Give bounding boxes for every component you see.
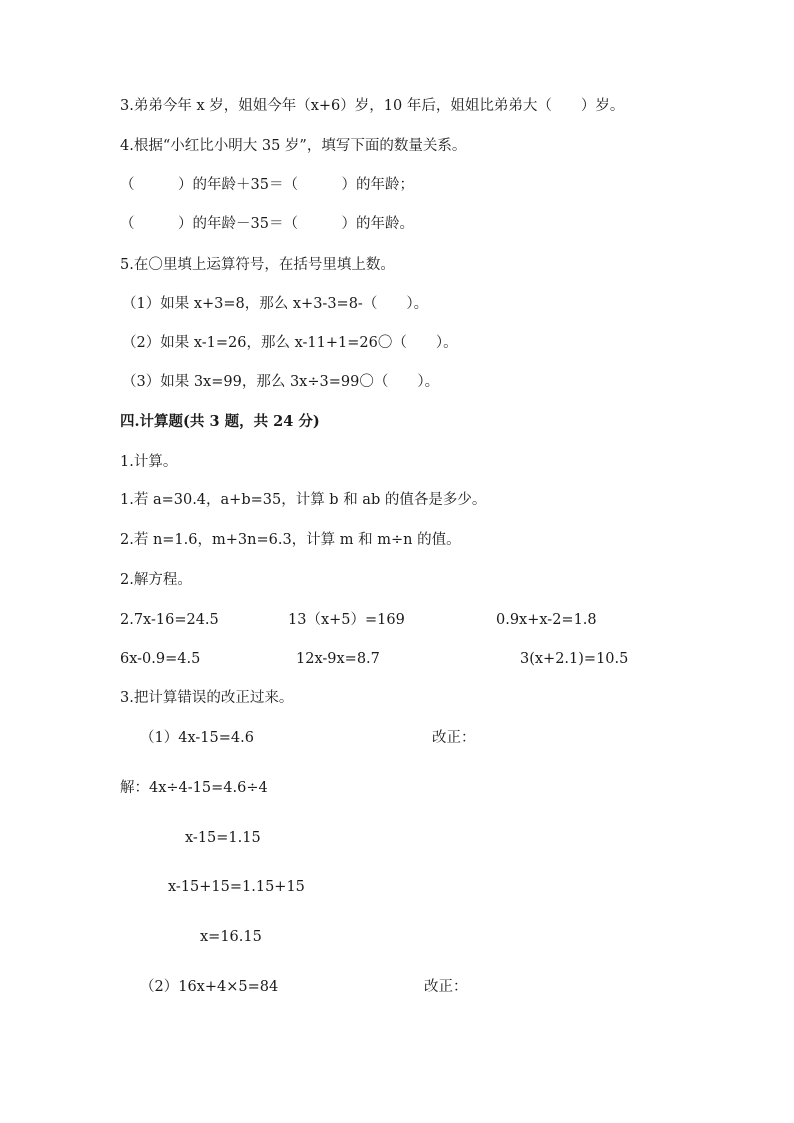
equation: 13（x+5）=169 <box>288 612 405 628</box>
problem-1-title: 1.计算。 <box>120 454 178 470</box>
problem-3-title: 3.把计算错误的改正过来。 <box>120 690 294 706</box>
question-4-line-1: （ ）的年龄＋35＝（ ）的年龄； <box>120 177 414 193</box>
section-4-heading: 四.计算题(共 3 题，共 24 分) <box>120 413 320 430</box>
question-5-item-1: （1）如果 x+3=8，那么 x+3-3=8-（ ）。 <box>122 296 429 312</box>
equation: 2.7x-16=24.5 <box>120 612 219 628</box>
problem-2-title: 2.解方程。 <box>120 572 192 588</box>
equation: 6x-0.9=4.5 <box>120 651 201 667</box>
problem-1-item-2: 2.若 n=1.6，m+3n=6.3，计算 m 和 m÷n 的值。 <box>120 532 461 548</box>
equation: 12x-9x=8.7 <box>296 651 380 667</box>
correction-label-1: 改正： <box>432 730 476 746</box>
correction-label-2: 改正： <box>424 979 468 995</box>
equation: 3(x+2.1)=10.5 <box>520 651 629 667</box>
question-5-item-2: （2）如果 x-1=26，那么 x-11+1=26〇（ ）。 <box>122 335 458 351</box>
question-3: 3.弟弟今年 x 岁，姐姐今年（x+6）岁，10 年后，姐姐比弟弟大（ ）岁。 <box>120 98 625 114</box>
problem-3-sub-2: （2）16x+4×5=84 <box>140 979 279 995</box>
question-4-line-2: （ ）的年龄－35＝（ ）的年龄。 <box>120 216 414 232</box>
solution-step-3: x-15+15=1.15+15 <box>168 879 305 895</box>
problem-1-item-1: 1.若 a=30.4，a+b=35，计算 b 和 ab 的值各是多少。 <box>120 492 487 508</box>
solution-step-1: 解：4x÷4-15=4.6÷4 <box>120 780 268 796</box>
question-4-title: 4.根据“小红比小明大 35 岁”，填写下面的数量关系。 <box>120 138 467 154</box>
equation: 0.9x+x-2=1.8 <box>496 612 597 628</box>
question-5-title: 5.在〇里填上运算符号，在括号里填上数。 <box>120 257 395 273</box>
solution-step-2: x-15=1.15 <box>185 830 261 846</box>
question-5-item-3: （3）如果 3x=99，那么 3x÷3=99〇（ ）。 <box>122 374 440 390</box>
problem-3-sub-1: （1）4x-15=4.6 <box>140 730 254 746</box>
solution-step-4: x=16.15 <box>200 929 262 945</box>
